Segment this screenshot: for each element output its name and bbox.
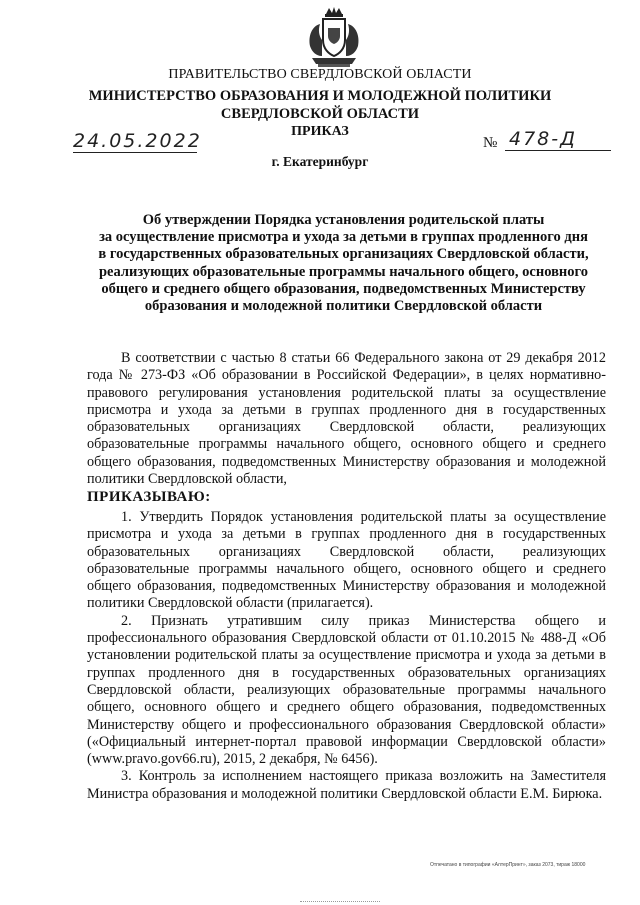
title-line: реализующих образовательные программы начального общего, основного (98, 263, 589, 280)
order-item-3: 3. Контроль за исполнением настоящего приказа возложить на Заместителя Министра образования и молодежной политики Свердловской области Е.М. Бирюка. (87, 768, 606, 802)
preamble (87, 350, 606, 488)
title-line: в государственных образовательных организациях Свердловской области, (98, 246, 589, 263)
order-item-1: 1. Утвердить Порядок установления родительской платы за осуществление присмотра и ухода за детьми в группах продленного дня в государственных образовательных организациях Свердловской области, реализующих образовательные программы начального общего, основного общего и среднего общего образования, подведомственных Министерству образования и молодежной политики Свердловской области (прилагается). (87, 509, 606, 612)
government-name: ПРАВИТЕЛЬСТВО СВЕРДЛОВСКОЙ ОБЛАСТИ (168, 67, 472, 82)
title-line: общего и среднего общего образования, подведомственных Министерству (101, 280, 586, 297)
page-edge-rule (300, 901, 380, 902)
document-title (80, 212, 607, 315)
ministry-name-line2: СВЕРДЛОВСКОЙ ОБЛАСТИ (220, 106, 420, 122)
title-line: за осуществление присмотра и ухода за детьми в группах продленного дня (99, 229, 588, 246)
order-items (87, 509, 606, 803)
ministry-name (0, 87, 640, 123)
document-type: ПРИКАЗ (291, 124, 349, 139)
preamble-text: В соответствии с частью 8 статьи 66 Федерального закона от 29 декабря 2012 года № 273-ФЗ «Об образовании в Российской Федерации», в целях нормативно-правового регулирования установления родительской платы за осуществление присмотра и ухода за детьми в группах продленного дня в государственных образовательных организациях Свердловской области, реализующих образовательные программы начального общего, основного общего и среднего общего образования, подведомственных Министерству образования и молодежной политики Свердловской области, (87, 350, 606, 488)
city: г. Екатеринбург (271, 154, 369, 169)
title-line: образования и молодежной политики Свердловской области (144, 298, 543, 315)
ministry-name-line1: МИНИСТЕРСТВО ОБРАЗОВАНИЯ И МОЛОДЕЖНОЙ ПОЛИТИКИ (88, 88, 552, 104)
handwritten-date: 24.05.2022 (73, 130, 202, 152)
title-line: Об утверждении Порядка установления родительской платы (142, 212, 545, 228)
command-word: ПРИКАЗЫВАЮ: (87, 489, 211, 505)
coat-of-arms-icon (304, 6, 364, 70)
number-label: № (483, 135, 498, 151)
print-note: Отпечатано в типографии «АлтерПринт», заказ 2073, тираж 18000 (430, 862, 586, 868)
handwritten-number: 478-Д (505, 128, 611, 151)
order-item-2: 2. Признать утратившим силу приказ Министерства общего и профессионального образования Свердловской области от 01.10.2015 № 488-Д «Об установлении родительской платы за осуществление присмотра и ухода за детьми в группах продленного дня в государственных образовательных организациях Свердловской области, реализующих образовательные программы начального общего, основного общего и среднего общего образования, подведомственных Министерству общего и профессионального образования Свердловской области» («Официальный интернет-портал правовой информации Свердловской области» (www.pravo.gov66.ru), 2015, 2 декабря, № 6456). (87, 612, 606, 768)
